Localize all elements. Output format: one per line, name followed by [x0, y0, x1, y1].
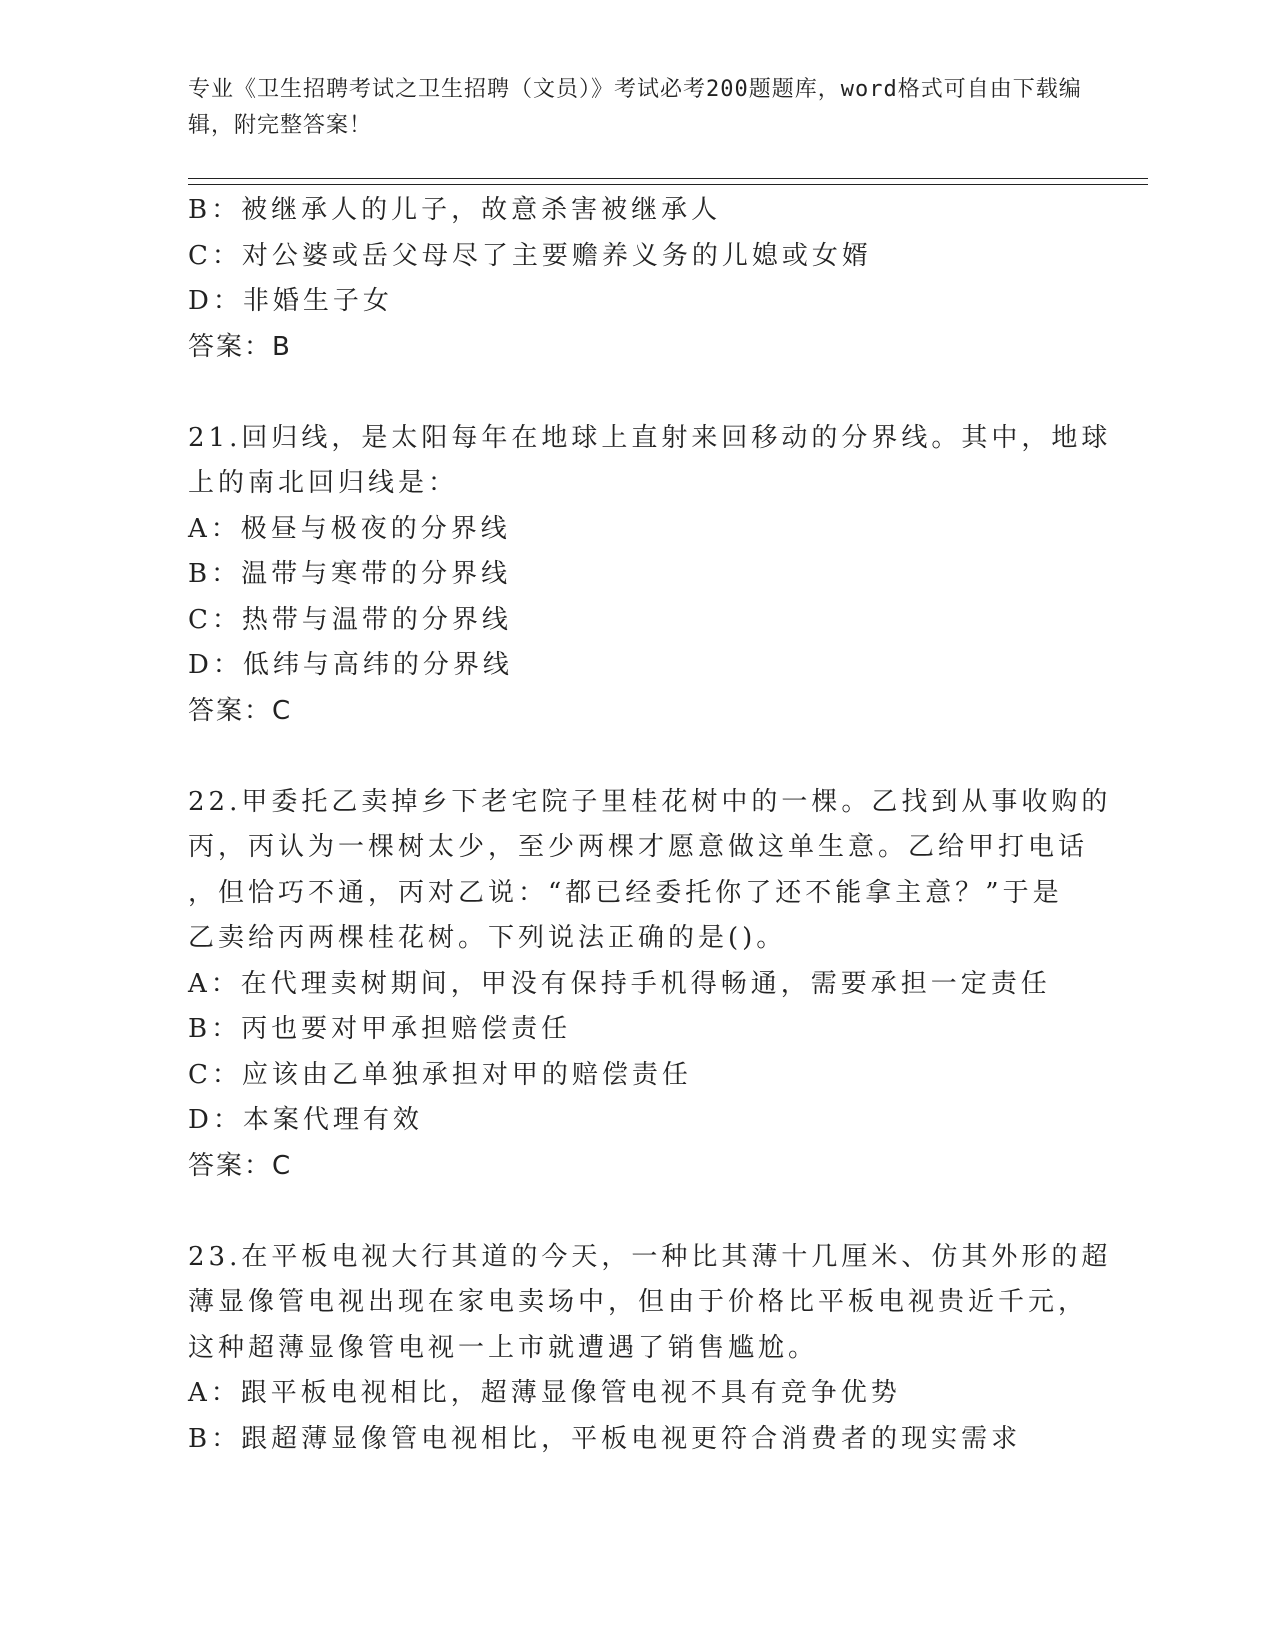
option-c: C：热带与温带的分界线 — [188, 604, 512, 635]
document-header: 专业《卫生招聘考试之卫生招聘（文员）》考试必考200题题库，word格式可自由下载编辑，附完整答案！ — [188, 77, 1082, 138]
spacer — [188, 1189, 1068, 1235]
question-21 — [188, 416, 1112, 735]
option-b: B：被继承人的儿子，故意杀害被继承人 — [188, 195, 722, 225]
spacer — [188, 734, 1068, 780]
option-a: A：极昼与极夜的分界线 — [188, 513, 511, 544]
option-d: D：低纬与高纬的分界线 — [188, 650, 513, 680]
question-20-continued — [188, 188, 1068, 370]
header-rule-bottom — [188, 184, 1148, 185]
option-d: D：本案代理有效 — [188, 1105, 423, 1135]
question-content — [188, 188, 1112, 1462]
question-text-line: ，但恰巧不通，丙对乙说：“都已经委托你了还不能拿主意？”于是 — [188, 877, 1063, 908]
option-b: B：丙也要对甲承担赔偿责任 — [188, 1014, 572, 1044]
question-text-line: 这种超薄显像管电视一上市就遭遇了销售尴尬。 — [188, 1332, 819, 1363]
option-d: D：非婚生子女 — [188, 286, 393, 316]
question-text-line: 22.甲委托乙卖掉乡下老宅院子里桂花树中的一棵。乙找到从事收购的 — [188, 786, 1112, 817]
answer-line: 答案：C — [188, 1150, 293, 1181]
question-text-line: 乙卖给丙两棵桂花树。下列说法正确的是()。 — [188, 923, 787, 953]
question-text-line: 丙，丙认为一棵树太少，至少两棵才愿意做这单生意。乙给甲打电话 — [188, 832, 1089, 862]
option-b: B：温带与寒带的分界线 — [188, 559, 512, 589]
question-text-line: 薄显像管电视出现在家电卖场中，但由于价格比平板电视贵近千元， — [188, 1287, 1089, 1317]
question-text-line: 上的南北回归线是： — [188, 468, 459, 498]
option-c: C：对公婆或岳父母尽了主要赡养义务的儿媳或女婿 — [188, 240, 872, 271]
header-rule-top — [188, 178, 1148, 179]
question-23 — [188, 1235, 1112, 1463]
option-a: A：在代理卖树期间，甲没有保持手机得畅通，需要承担一定责任 — [188, 968, 1051, 999]
question-text-line: 21.回归线，是太阳每年在地球上直射来回移动的分界线。其中，地球 — [188, 422, 1112, 453]
option-b: B：跟超薄显像管电视相比，平板电视更符合消费者的现实需求 — [188, 1423, 1022, 1454]
answer-line: 答案：C — [188, 695, 293, 726]
spacer — [188, 370, 1068, 416]
option-a: A：跟平板电视相比，超薄显像管电视不具有竞争优势 — [188, 1378, 901, 1408]
option-c: C：应该由乙单独承担对甲的赔偿责任 — [188, 1059, 692, 1090]
question-22 — [188, 780, 1112, 1190]
answer-line: 答案：B — [188, 331, 292, 362]
question-text-line: 23.在平板电视大行其道的今天，一种比其薄十几厘米、仿其外形的超 — [188, 1241, 1112, 1272]
